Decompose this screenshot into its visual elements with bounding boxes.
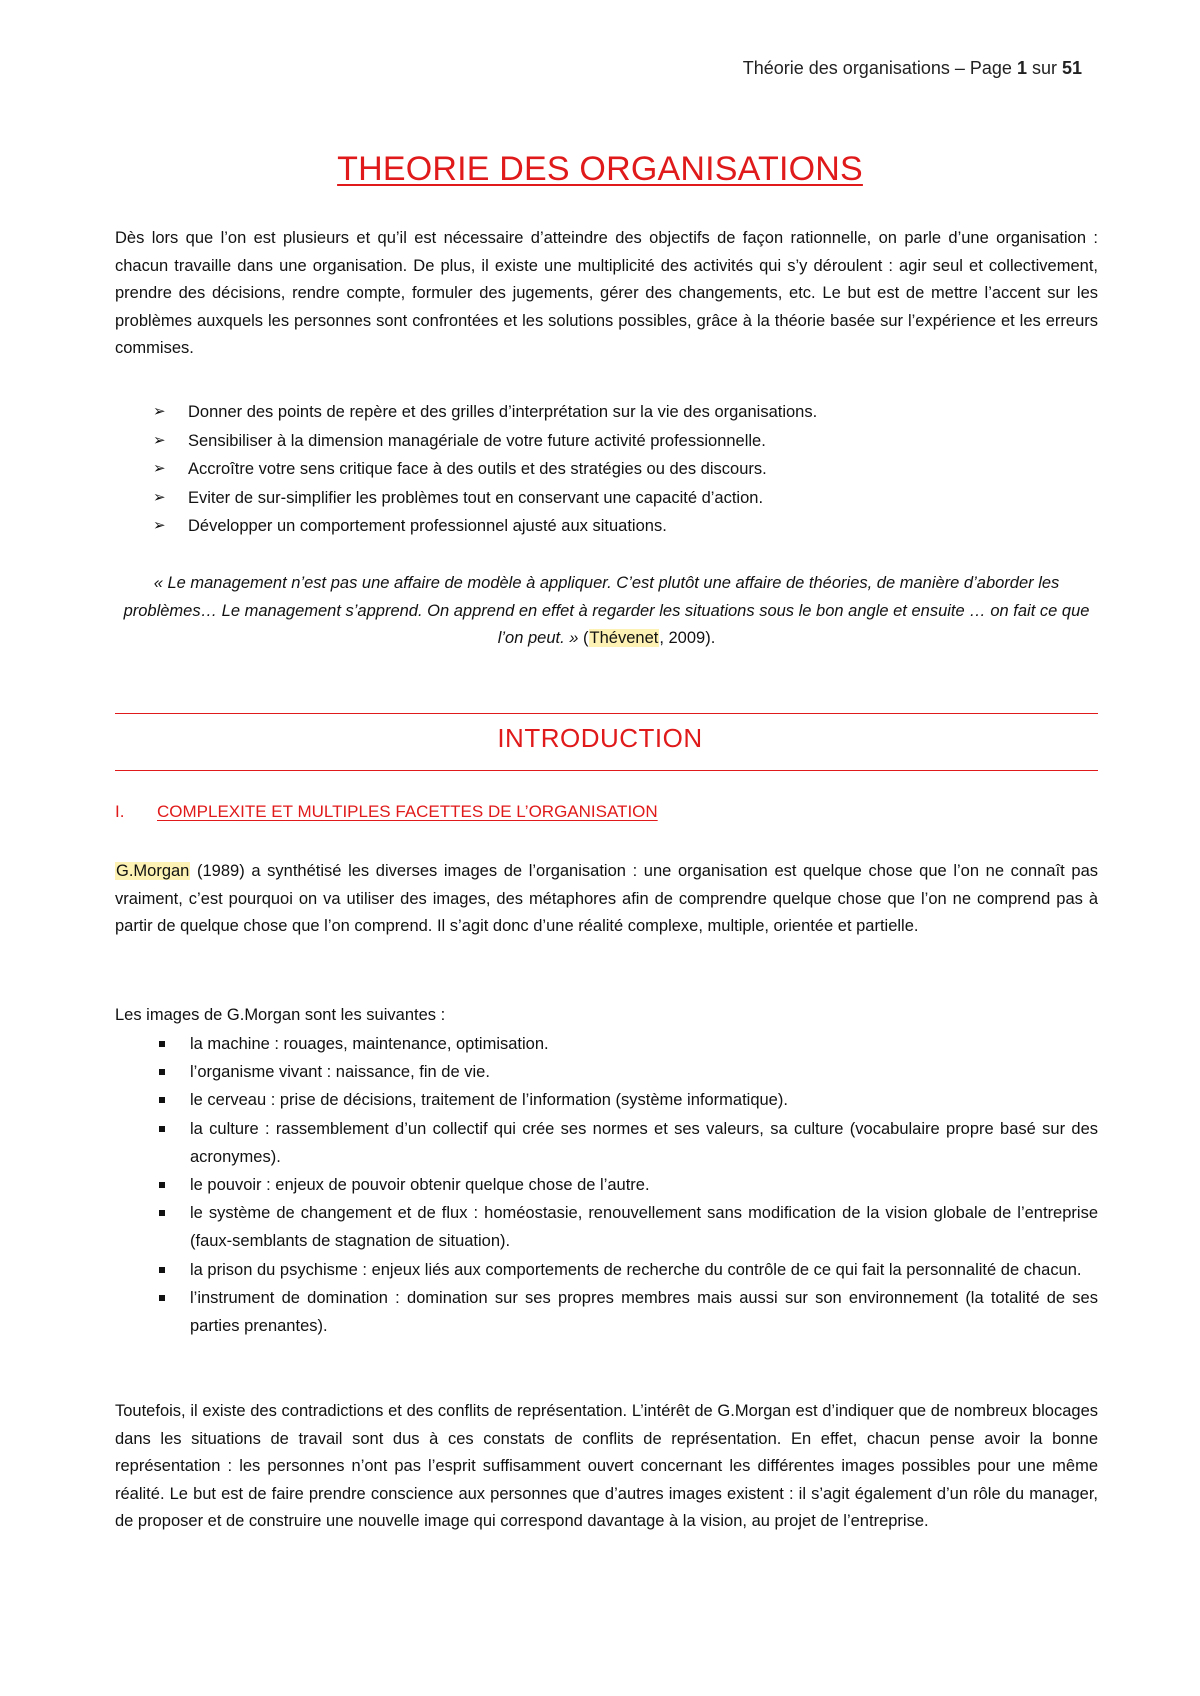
header-page-total: 51 — [1061, 58, 1082, 78]
header-prefix: Théorie des organisations – Page — [742, 58, 1017, 78]
header-page-number: 1 — [1016, 58, 1027, 78]
intro-paragraph — [115, 225, 1098, 363]
image-item — [115, 1030, 1098, 1058]
arrow-bullet-icon: ➢ — [153, 403, 166, 420]
quote-year: , 2009). — [659, 629, 716, 647]
square-bullet-icon — [159, 1267, 165, 1273]
divider-bottom — [115, 770, 1098, 771]
image-item — [115, 1171, 1098, 1199]
square-bullet-icon — [159, 1126, 165, 1132]
image-item — [115, 1086, 1098, 1114]
morgan-author: G.Morgan — [116, 862, 190, 880]
image-item-text: le cerveau : prise de décisions, traitement de l’information (système informatique). — [190, 1091, 788, 1110]
section-title: COMPLEXITE ET MULTIPLES FACETTES DE L’ORGANISATION — [157, 802, 658, 821]
thevenet-quote — [115, 570, 1098, 653]
image-item-text: la prison du psychisme : enjeux liés aux comportements de recherche du contrôle de ce qui fait la personnalité de chacun. — [190, 1260, 1082, 1279]
image-item — [115, 1058, 1098, 1086]
image-item-text: l’organisme vivant : naissance, fin de vie. — [190, 1063, 490, 1082]
section-number: I. — [115, 802, 125, 821]
image-item — [115, 1115, 1098, 1171]
morgan-paragraph-text: (1989) a synthétisé les diverses images de l’organisation : une organisation est quelque chose que l’on ne connaît pas vraiment, c’est pourquoi on va utiliser des images, des métaphores afin de comprendre quelque chose que l’on ne comprend pas à partir de quelque chose que l’on comprend. Il s’agit donc d’une réalité complexe, multiple, orientée et partielle. — [115, 862, 1098, 935]
square-bullet-icon — [159, 1295, 165, 1301]
objective-item — [115, 398, 1098, 427]
objective-text: Sensibiliser à la dimension managériale de votre future activité professionnelle. — [188, 431, 766, 450]
morgan-images-list — [115, 1030, 1098, 1340]
square-bullet-icon — [159, 1182, 165, 1188]
objective-text: Accroître votre sens critique face à des outils et des stratégies ou des discours. — [188, 460, 767, 478]
quote-open-paren: ( — [578, 629, 589, 647]
section-heading — [115, 802, 658, 822]
image-item — [115, 1199, 1098, 1255]
image-item — [115, 1256, 1098, 1284]
conclusion-paragraph — [115, 1398, 1098, 1536]
arrow-bullet-icon: ➢ — [153, 460, 166, 477]
images-intro: Les images de G.Morgan sont les suivantes : — [115, 1006, 446, 1024]
square-bullet-icon — [159, 1041, 165, 1047]
objective-text: Eviter de sur-simplifier les problèmes tout en conservant une capacité d’action. — [188, 488, 764, 507]
arrow-bullet-icon: ➢ — [153, 517, 166, 534]
image-item-text: le système de changement et de flux : homéostasie, renouvellement sans modification de la vision globale de l’entreprise (faux-semblants de stagnation de situation). — [190, 1204, 1098, 1251]
quote-author: Thévenet — [589, 629, 659, 647]
arrow-bullet-icon: ➢ — [153, 488, 166, 506]
image-item-text: l’instrument de domination : domination sur ses propres membres mais aussi sur son environnement (la totalité de ses parties prenantes). — [190, 1288, 1098, 1336]
objective-item — [115, 427, 1098, 456]
page-header — [743, 58, 1082, 79]
introduction-heading: INTRODUCTION — [497, 723, 703, 753]
morgan-paragraph — [115, 858, 1098, 941]
square-bullet-icon — [159, 1097, 165, 1103]
quote-text: « Le management n’est pas une affaire de modèle à appliquer. C’est plutôt une affaire de théories, de manière d’aborder les problèmes… Le management s’apprend. On apprend en effet à regarder les situations sous le bon angle et ensuite … on fait ce que l’on peut. » — [123, 574, 1090, 647]
objective-text: Donner des points de repère et des grilles d’interprétation sur la vie des organisations. — [188, 403, 818, 421]
conclusion-paragraph-text: Toutefois, il existe des contradictions et des conflits de représentation. L’intérêt de G.Morgan est d’indiquer que de nombreux blocages dans les situations de travail sont dus à ces constats de conflits de représentation. En effet, chacun pense avoir la bonne représentation : les personnes n’ont pas l’esprit suffisamment ouvert concernant les différentes images possibles pour une même réalité. Le but est de faire prendre conscience aux personnes que d’autres images existent : il s’agit également d’un rôle du manager, de proposer et de construire une nouvelle image qui correspond davantage à la vision, au projet de l’entreprise. — [115, 1402, 1098, 1530]
image-item-text: la machine : rouages, maintenance, optimisation. — [190, 1035, 549, 1053]
image-item — [115, 1284, 1098, 1340]
divider-top — [115, 713, 1098, 714]
objective-item — [115, 455, 1098, 484]
intro-paragraph-text: Dès lors que l’on est plusieurs et qu’il est nécessaire d’atteindre des objectifs de façon rationnelle, on parle d’une organisation : chacun travaille dans une organisation. De plus, il existe une multiplicité des activités qui s’y déroulent : agir seul et collectivement, prendre des décisions, rendre compte, formuler des jugements, gérer des changements, etc. Le but est de mettre l’accent sur les problèmes auxquels les personnes sont confrontées et les solutions possibles, grâce à la théorie basée sur l’expérience et les erreurs commises. — [115, 229, 1098, 357]
document-title: THEORIE DES ORGANISATIONS — [337, 150, 863, 188]
objective-item — [115, 512, 1098, 541]
objectives-list — [115, 398, 1098, 541]
square-bullet-icon — [159, 1069, 165, 1075]
square-bullet-icon — [159, 1210, 165, 1216]
objective-text: Développer un comportement professionnel ajusté aux situations. — [188, 517, 667, 535]
arrow-bullet-icon: ➢ — [153, 431, 166, 449]
image-item-text: la culture : rassemblement d’un collectif qui crée ses normes et ses valeurs, sa culture (vocabulaire propre basé sur des acronymes). — [190, 1119, 1098, 1166]
image-item-text: le pouvoir : enjeux de pouvoir obtenir quelque chose de l’autre. — [190, 1176, 650, 1195]
header-middle: sur — [1026, 58, 1062, 78]
objective-item — [115, 484, 1098, 513]
